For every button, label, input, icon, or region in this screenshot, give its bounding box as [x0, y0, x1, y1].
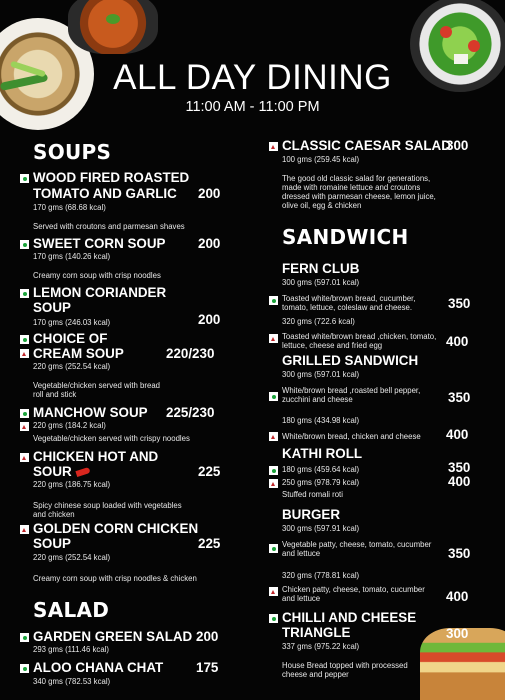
opening-hours: 11:00 AM - 11:00 PM [185, 99, 320, 115]
item-name: SOUP [33, 536, 71, 551]
item-description: lettuce, cheese and fried egg [282, 341, 383, 350]
item-name-with-spice [33, 464, 90, 480]
item-description: and chicken [33, 510, 75, 519]
item-description: tomato, lettuce, coleslaw and cheese. [282, 303, 413, 312]
item-price: 300 [446, 138, 469, 153]
item-description: and lettuce [282, 594, 321, 603]
item-description: Stuffed romali roti [282, 490, 343, 499]
non-veg-mark-icon [20, 422, 29, 431]
item-description: House Bread topped with processed [282, 661, 408, 670]
item-description: White/brown bread, chicken and cheese [282, 432, 421, 441]
veg-mark-icon [269, 296, 278, 305]
item-price: 225 [198, 464, 221, 479]
item-price: 400 [446, 427, 469, 442]
non-veg-mark-icon [20, 453, 29, 462]
veg-mark-icon [20, 633, 29, 642]
item-description: Vegetable/chicken served with crispy noodles [33, 434, 190, 443]
item-price: 225/230 [166, 405, 215, 420]
item-description: dressed with parmesan cheese, lemon juice, [282, 192, 436, 201]
item-name: WOOD FIRED ROASTED [33, 170, 190, 185]
item-price: 175 [196, 660, 219, 675]
item-price: 200 [198, 236, 221, 251]
veg-mark-icon [20, 174, 29, 183]
non-veg-mark-icon [269, 479, 278, 488]
item-price: 350 [448, 390, 471, 405]
item-portion: 293 gms (111.46 kcal) [33, 645, 109, 654]
item-description: Spicy chinese soup loaded with vegetables [33, 501, 182, 510]
section-title-soups: SOUPS [33, 140, 112, 164]
item-portion: 320 gms (778.81 kcal) [282, 571, 360, 580]
item-portion: 180 gms (459.64 kcal) [282, 465, 360, 474]
item-portion: 170 gms (140.26 kcal) [33, 252, 111, 261]
item-portion: 170 gms (68.68 kcal) [33, 203, 106, 212]
veg-mark-icon [20, 409, 29, 418]
section-title-salad: SALAD [33, 598, 110, 622]
item-portion: 300 gms (597.01 kcal) [282, 370, 360, 379]
item-name: CHICKEN HOT AND [33, 449, 159, 464]
item-name: GARDEN GREEN SALAD [33, 629, 193, 644]
item-description: Vegetable patty, cheese, tomato, cucumber [282, 540, 432, 549]
veg-mark-icon [20, 240, 29, 249]
item-name: SOUR [33, 464, 72, 479]
item-name: BURGER [282, 507, 341, 522]
item-portion: 220 gms (186.75 kcal) [33, 480, 111, 489]
item-description: The good old classic salad for generations, [282, 174, 431, 183]
item-name: TRIANGLE [282, 625, 351, 640]
item-portion: 300 gms (597.91 kcal) [282, 524, 360, 533]
item-description: zucchini and cheese [282, 395, 353, 404]
item-price: 350 [448, 460, 471, 475]
item-portion: 340 gms (782.53 kcal) [33, 677, 111, 686]
item-name: CHILLI AND CHEESE [282, 610, 417, 625]
item-description: Creamy corn soup with crisp noodles & chicken [33, 574, 197, 583]
section-title-sandwich: SANDWICH [282, 225, 409, 249]
item-price: 225 [198, 536, 221, 551]
item-price: 350 [448, 296, 471, 311]
item-description: Toasted white/brown bread ,chicken, tomato, [282, 332, 437, 341]
item-price: 300 [446, 626, 469, 641]
item-portion: 180 gms (434.98 kcal) [282, 416, 360, 425]
item-price: 200 [198, 312, 221, 327]
item-portion: 220 gms (252.54 kcal) [33, 362, 111, 371]
non-veg-mark-icon [269, 432, 278, 441]
item-name: SOUP [33, 300, 71, 315]
item-name: CLASSIC CAESAR SALAD [282, 138, 451, 153]
non-veg-mark-icon [20, 525, 29, 534]
item-portion: 170 gms (246.03 kcal) [33, 318, 111, 327]
item-description: White/brown bread ,roasted bell pepper, [282, 386, 421, 395]
item-name: SWEET CORN SOUP [33, 236, 166, 251]
item-portion: 100 gms (259.45 kcal) [282, 155, 360, 164]
item-description: Vegetable/chicken served with bread [33, 381, 160, 390]
item-portion: 320 gms (722.6 kcal) [282, 317, 355, 326]
item-name: TOMATO AND GARLIC [33, 186, 177, 201]
item-price: 400 [446, 589, 469, 604]
item-price: 200 [198, 186, 221, 201]
item-description: Served with croutons and parmesan shaves [33, 222, 185, 231]
item-portion: 220 gms (184.2 kcal) [33, 421, 106, 430]
item-name: GRILLED SANDWICH [282, 353, 419, 368]
item-description: Chicken patty, cheese, tomato, cucumber [282, 585, 425, 594]
item-price: 400 [446, 334, 469, 349]
item-description: and lettuce [282, 549, 321, 558]
veg-mark-icon [20, 664, 29, 673]
item-price: 350 [448, 546, 471, 561]
non-veg-mark-icon [20, 349, 29, 358]
item-portion: 220 gms (252.54 kcal) [33, 553, 111, 562]
item-description: Creamy corn soup with crisp noodles [33, 271, 161, 280]
item-description: made with romaine lettuce and croutons [282, 183, 421, 192]
page-title: ALL DAY DINING [113, 58, 392, 97]
item-name: KATHI ROLL [282, 446, 363, 461]
non-veg-mark-icon [269, 587, 278, 596]
item-name: CHOICE OF [33, 331, 108, 346]
item-name: FERN CLUB [282, 261, 360, 276]
item-portion: 337 gms (975.22 kcal) [282, 642, 360, 651]
veg-mark-icon [269, 466, 278, 475]
veg-mark-icon [269, 544, 278, 553]
non-veg-mark-icon [269, 142, 278, 151]
item-description: roll and stick [33, 390, 77, 399]
chili-pepper-icon [75, 467, 90, 477]
item-price: 220/230 [166, 346, 215, 361]
non-veg-mark-icon [269, 334, 278, 343]
item-description: olive oil, egg & chicken [282, 201, 362, 210]
item-name: MANCHOW SOUP [33, 405, 148, 420]
tomato-soup-bowl-image [68, 0, 158, 54]
item-description: Toasted white/brown bread, cucumber, [282, 294, 416, 303]
veg-mark-icon [20, 335, 29, 344]
item-name: LEMON CORIANDER [33, 285, 167, 300]
item-price: 400 [448, 474, 471, 489]
item-portion: 300 gms (597.01 kcal) [282, 278, 360, 287]
item-name: CREAM SOUP [33, 346, 124, 361]
veg-mark-icon [269, 614, 278, 623]
item-name: ALOO CHANA CHAT [33, 660, 164, 675]
item-portion: 250 gms (978.79 kcal) [282, 478, 360, 487]
item-description: cheese and pepper [282, 670, 349, 679]
veg-mark-icon [20, 289, 29, 298]
item-price: 200 [196, 629, 219, 644]
veg-mark-icon [269, 392, 278, 401]
item-name: GOLDEN CORN CHICKEN [33, 521, 199, 536]
